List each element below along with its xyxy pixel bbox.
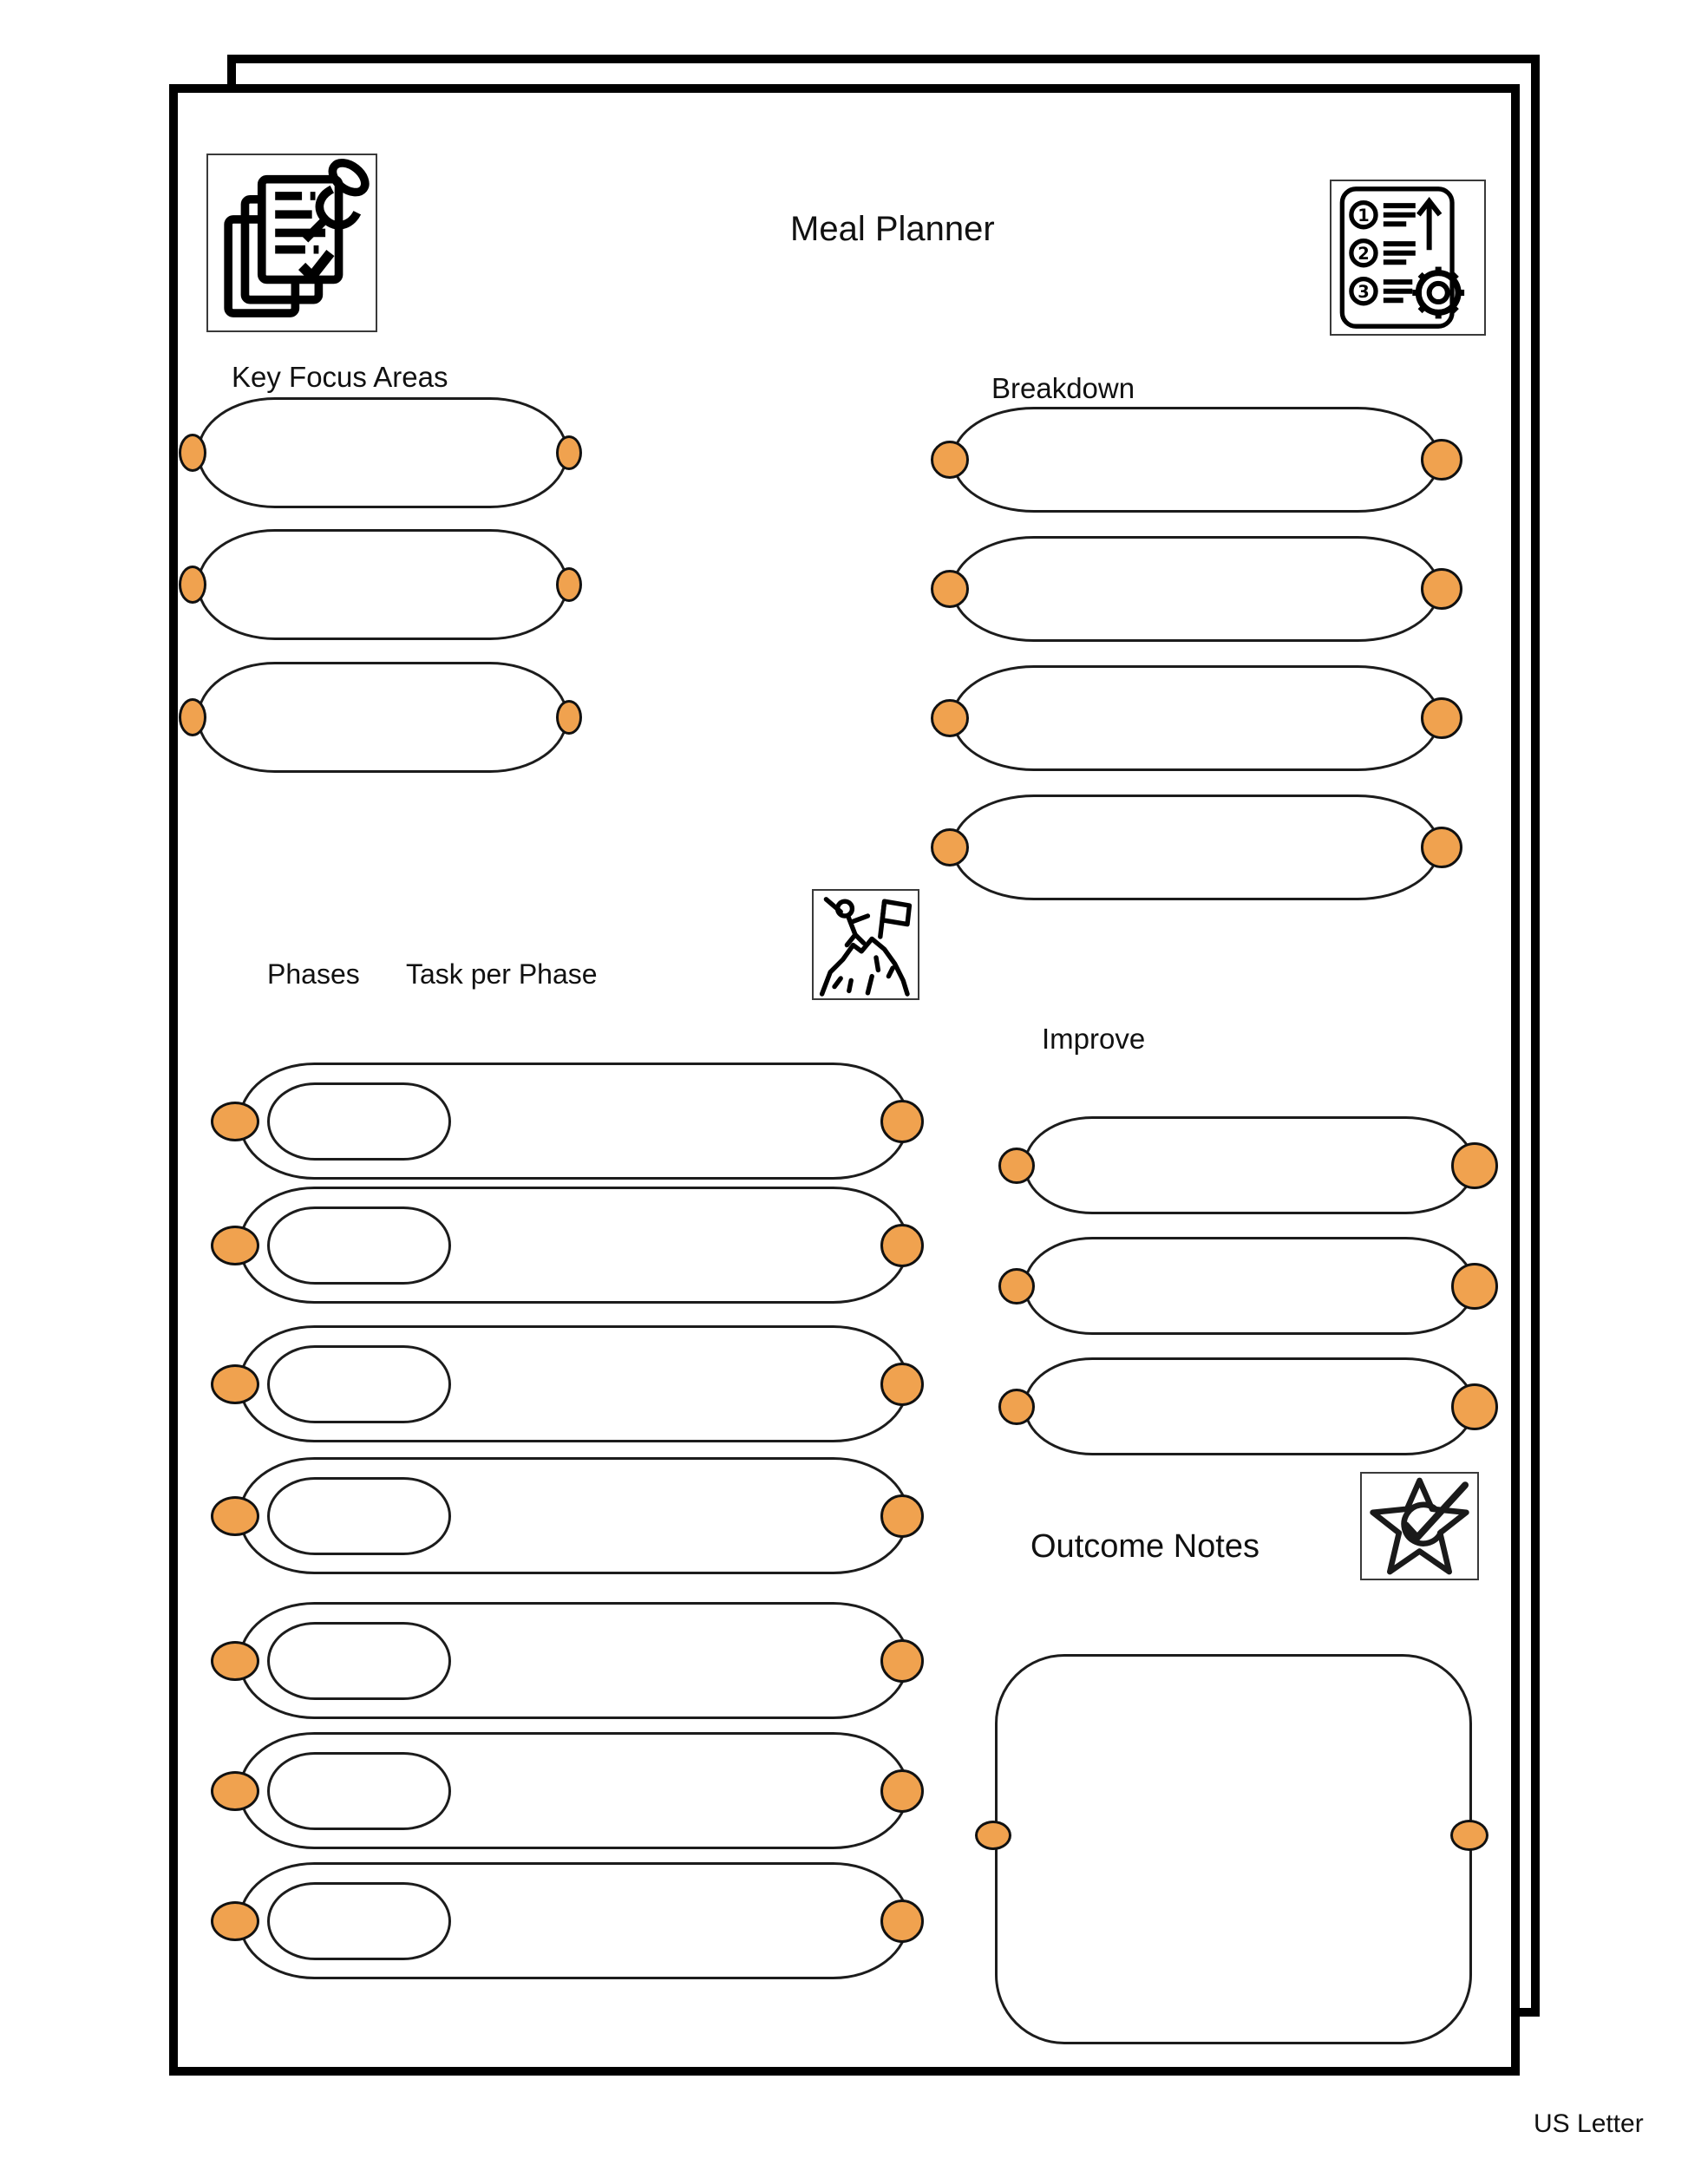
connector-dot [1421, 439, 1462, 481]
connector-dot [880, 1100, 924, 1143]
connector-dot [998, 1268, 1035, 1305]
connector-dot [1451, 1383, 1498, 1430]
connector-dot [211, 1226, 259, 1265]
breakdown-slot-3[interactable] [952, 665, 1440, 771]
connector-dot [179, 566, 206, 604]
connector-dot [931, 828, 969, 866]
connector-dot [998, 1389, 1035, 1425]
outcome-notes-label: Outcome Notes [1030, 1528, 1259, 1565]
connector-dot [179, 434, 206, 472]
outcome-notes-box[interactable] [995, 1654, 1472, 2044]
connector-dot [880, 1224, 924, 1267]
phase-name-slot-3[interactable] [267, 1345, 451, 1423]
connector-dot [211, 1364, 259, 1404]
connector-dot [1421, 568, 1462, 610]
improve-slot-3[interactable] [1024, 1357, 1475, 1455]
connector-dot [880, 1363, 924, 1406]
connector-dot [211, 1102, 259, 1141]
connector-dot [998, 1148, 1035, 1184]
phase-name-slot-5[interactable] [267, 1622, 451, 1700]
phases-label: Phases [267, 958, 360, 990]
connector-dot [975, 1821, 1011, 1850]
breakdown-slot-2[interactable] [952, 536, 1440, 642]
improve-label: Improve [1042, 1023, 1146, 1055]
key-focus-areas-slot-1[interactable] [197, 397, 568, 508]
breakdown-slot-4[interactable] [952, 794, 1440, 900]
connector-dot [1451, 1142, 1498, 1189]
page-size-label: US Letter [1534, 2109, 1644, 2138]
connector-dot [1451, 1263, 1498, 1310]
svg-text:3: 3 [1358, 281, 1370, 302]
key-focus-areas-slot-2[interactable] [197, 529, 568, 640]
connector-dot [880, 1494, 924, 1538]
phase-name-slot-2[interactable] [267, 1206, 451, 1285]
connector-dot [880, 1769, 924, 1813]
connector-dot [880, 1900, 924, 1943]
svg-text:1: 1 [1358, 205, 1370, 226]
connector-dot [556, 700, 582, 735]
connector-dot [211, 1496, 259, 1536]
connector-dot [880, 1639, 924, 1683]
connector-dot [931, 441, 969, 479]
phase-name-slot-7[interactable] [267, 1882, 451, 1960]
svg-text:2: 2 [1358, 243, 1370, 264]
connector-dot [556, 567, 582, 602]
connector-dot [1450, 1820, 1488, 1851]
connector-dot [1421, 697, 1462, 739]
task-per-phase-label: Task per Phase [406, 958, 598, 990]
page-title: Meal Planner [790, 210, 995, 248]
connector-dot [211, 1641, 259, 1681]
phase-name-slot-4[interactable] [267, 1477, 451, 1555]
connector-dot [179, 698, 206, 736]
breakdown-label: Breakdown [991, 372, 1135, 404]
connector-dot [931, 570, 969, 608]
connector-dot [211, 1771, 259, 1811]
phase-name-slot-1[interactable] [267, 1082, 451, 1161]
key-focus-areas-label: Key Focus Areas [232, 361, 448, 393]
phase-name-slot-6[interactable] [267, 1752, 451, 1830]
connector-dot [1421, 827, 1462, 868]
key-focus-areas-slot-3[interactable] [197, 662, 568, 773]
connector-dot [556, 435, 582, 470]
improve-slot-2[interactable] [1024, 1237, 1475, 1335]
connector-dot [211, 1901, 259, 1941]
breakdown-slot-1[interactable] [952, 407, 1440, 513]
improve-slot-1[interactable] [1024, 1116, 1475, 1214]
connector-dot [931, 699, 969, 737]
